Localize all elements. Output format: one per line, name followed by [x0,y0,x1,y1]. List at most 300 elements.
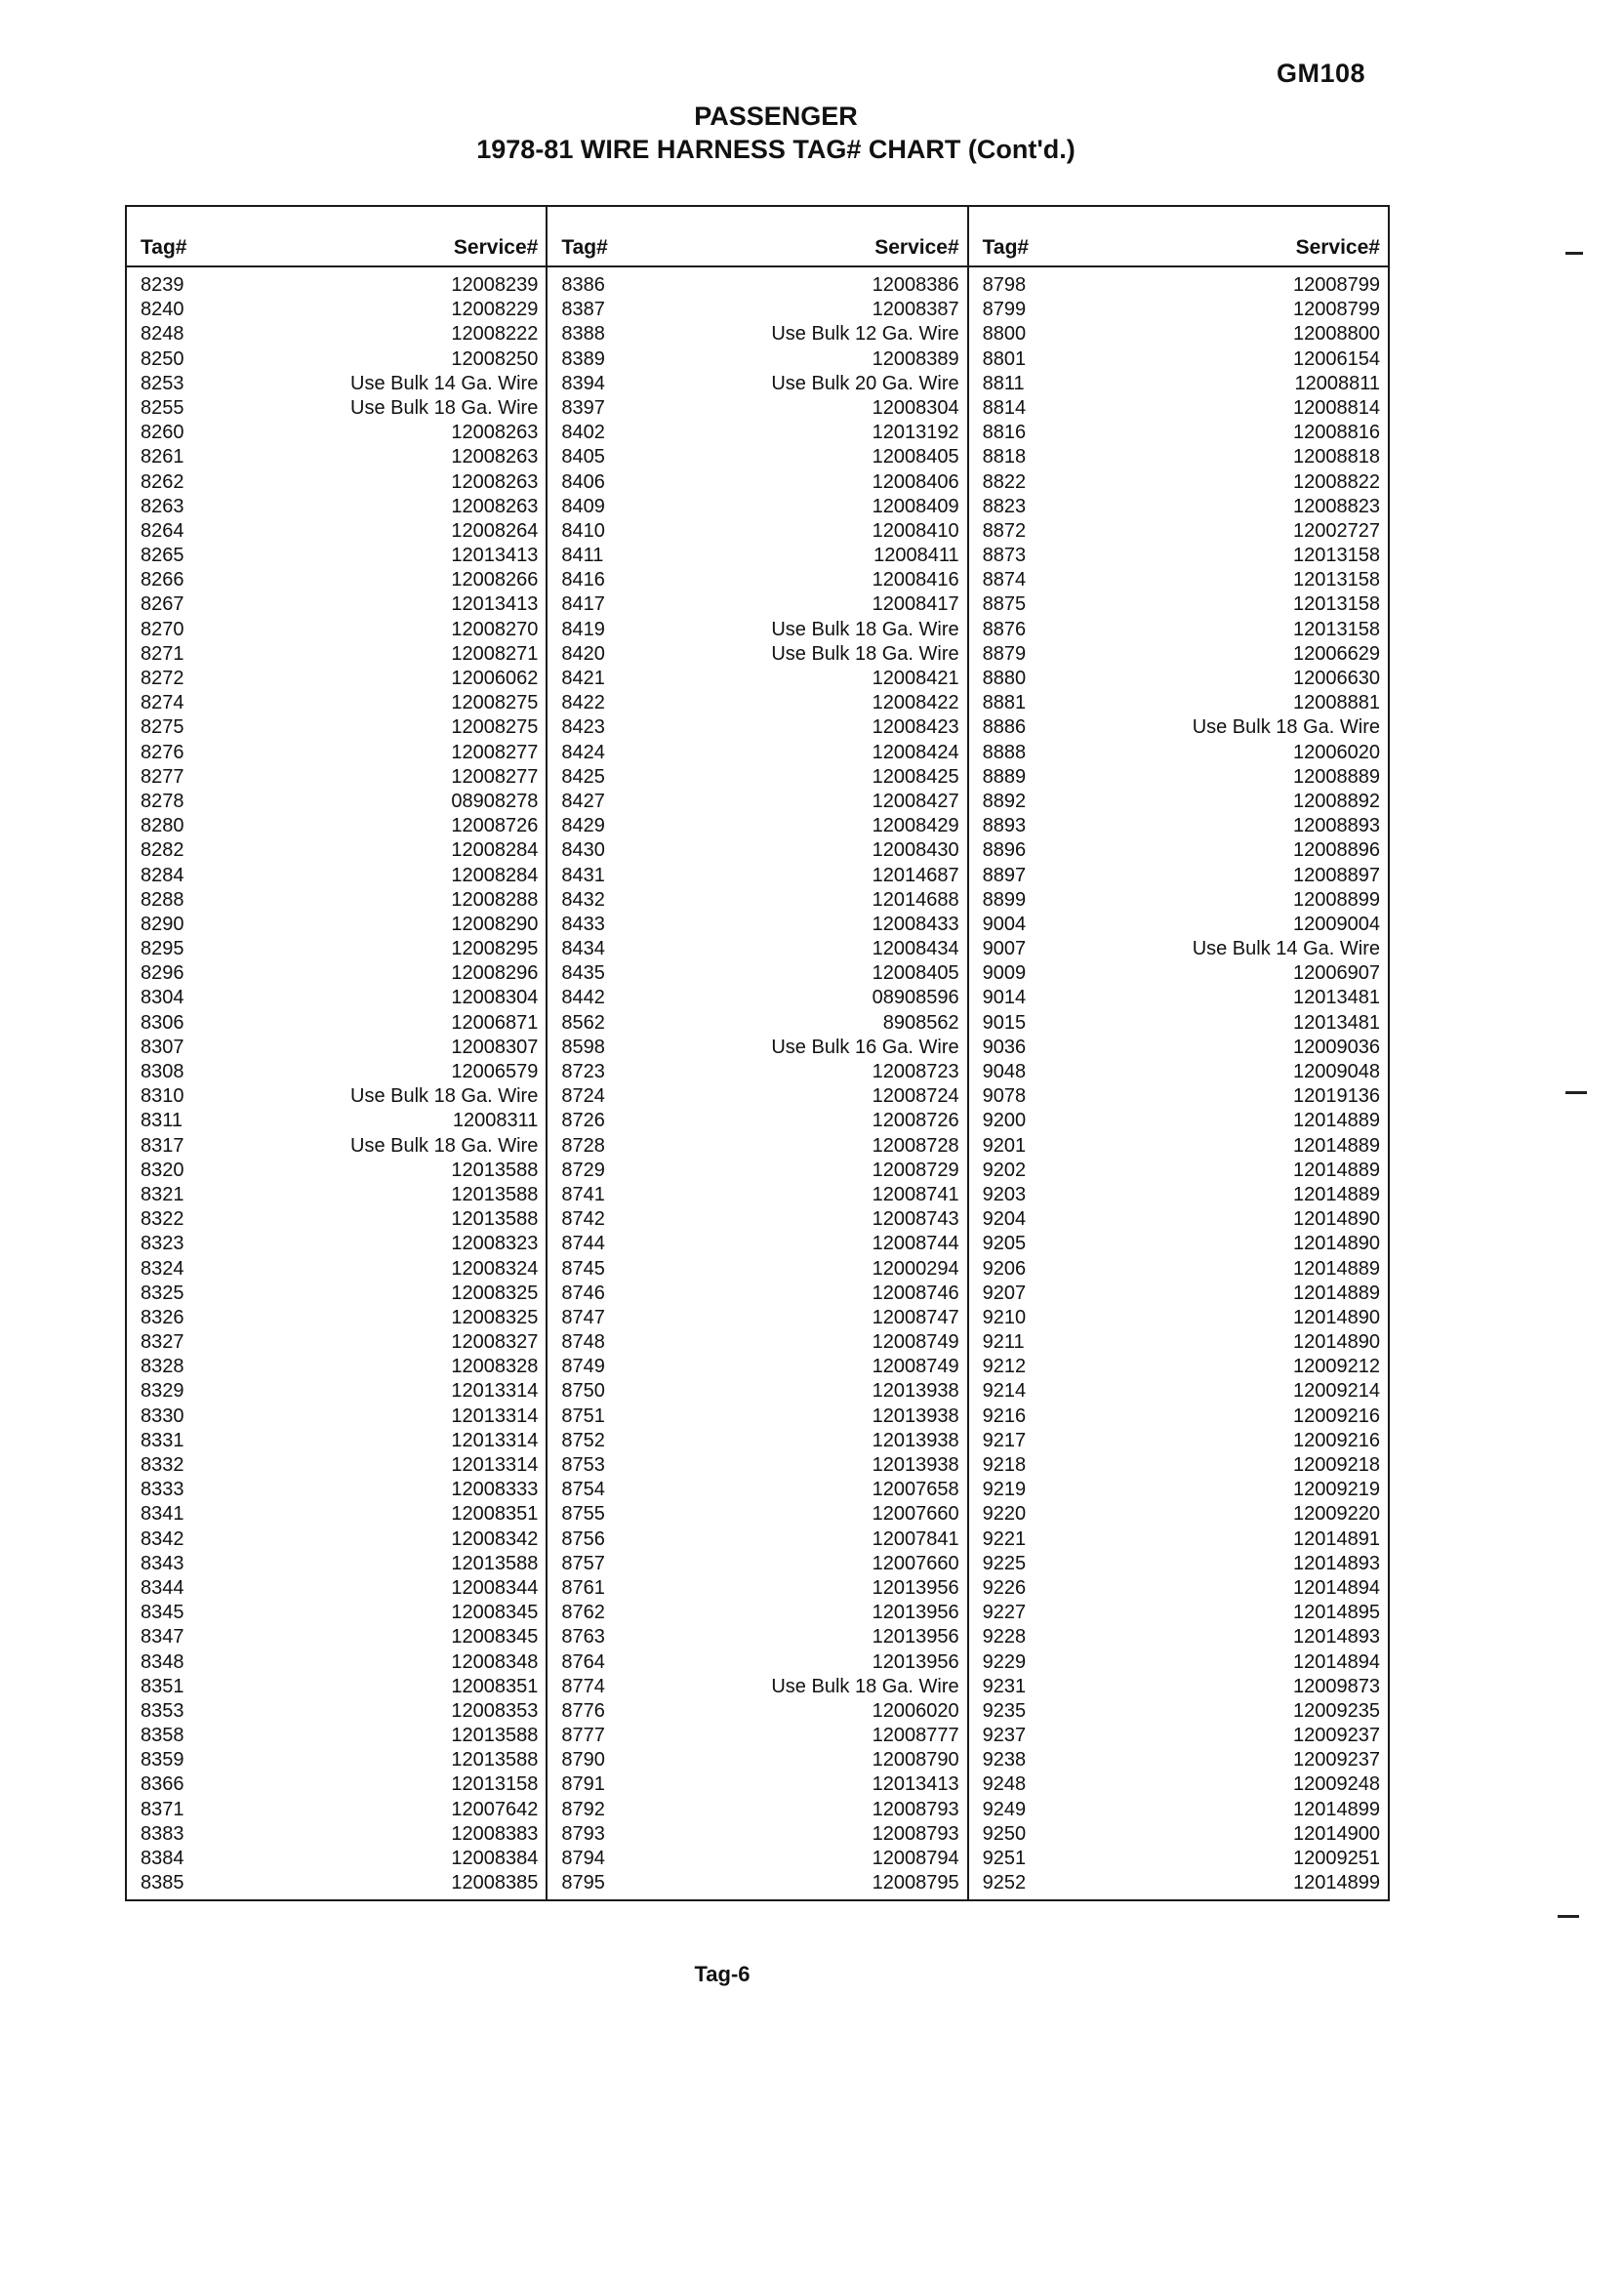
service-number: 12008229 [451,299,539,321]
service-number: 12014893 [1293,1552,1380,1574]
tag-number: 8310 [141,1085,184,1108]
tag-number: 9214 [982,1380,1027,1403]
service-number: 12008433 [872,913,959,935]
table-row [127,495,546,519]
table-row [969,445,1388,469]
tag-number: 8410 [561,519,605,542]
service-number: 12008790 [872,1749,959,1771]
table-row [548,1625,966,1649]
tag-number: 8749 [561,1356,605,1378]
table-row [127,519,546,544]
table-row [548,1502,966,1527]
service-number: 12006907 [1293,962,1380,985]
tag-number: 8422 [561,692,605,714]
service-number: 12008351 [451,1503,539,1526]
tag-number: 8295 [141,938,184,960]
table-row [969,421,1388,445]
service-number: 12019136 [1293,1085,1380,1108]
table-row [969,888,1388,913]
tag-number: 9221 [982,1527,1027,1550]
service-number: 12008818 [1293,446,1380,468]
service-number: 12008405 [872,962,959,985]
table-row [969,715,1388,740]
tag-number: 8425 [561,765,605,788]
tag-number: 8402 [561,422,605,444]
tag-number: 8311 [141,1110,183,1132]
table-row [548,519,966,544]
service-number: 12008325 [451,1306,539,1328]
service-number: 12008345 [451,1626,539,1649]
service-number: 12013588 [451,1749,539,1771]
service-number: 12008384 [451,1848,539,1869]
service-number: 12013588 [451,1552,539,1574]
tag-number: 9250 [982,1822,1027,1845]
tag-number: 8327 [141,1331,184,1354]
table-row [548,1601,966,1625]
service-number: 12013158 [1293,545,1380,567]
tag-number: 8307 [141,1036,184,1058]
tag-number: 8872 [982,519,1027,542]
service-number: 12006629 [1293,642,1380,665]
tag-number: 8729 [561,1159,605,1181]
table-row [127,1134,546,1159]
tag-number: 8433 [561,913,605,935]
table-row [969,322,1388,346]
table-row [969,814,1388,838]
service-number: 12013314 [451,1454,539,1476]
service-number: 12008288 [451,888,539,911]
table-row [969,667,1388,691]
service-number: 12013158 [1293,593,1380,616]
tag-number: 8388 [561,323,605,346]
service-header: Service# [453,236,539,259]
service-number: 12008323 [451,1233,539,1255]
service-number: Use Bulk 18 Ga. Wire [771,618,959,640]
tag-number: 8239 [141,274,184,296]
table-row [969,913,1388,937]
tag-number: 8306 [141,1011,184,1034]
service-number: 12008311 [452,1110,539,1132]
tag-number: 8746 [561,1282,605,1304]
service-number: 12008239 [451,274,539,296]
table-row [969,1379,1388,1404]
service-number: 12014900 [1293,1822,1380,1845]
table-row [548,298,966,322]
table-row [127,544,546,568]
service-number: 12008263 [451,495,539,517]
table-row [127,1748,546,1772]
table-row [127,1675,546,1699]
tag-number: 8728 [561,1134,605,1157]
service-number: 12008800 [1293,323,1380,346]
tag-number: 9036 [982,1036,1027,1058]
table-row [127,396,546,421]
tag-number: 8288 [141,888,184,911]
service-number: 12013588 [451,1183,539,1205]
service-number: 12006579 [451,1061,539,1082]
table-row [127,961,546,986]
tag-number: 9227 [982,1602,1027,1624]
table-row [127,986,546,1010]
tag-number: 8296 [141,962,184,985]
tag-number: 8385 [141,1872,184,1894]
table-row [548,1060,966,1084]
service-number: 12007660 [872,1503,959,1526]
table-row [548,691,966,715]
service-number: 12009251 [1293,1848,1380,1869]
tag-number: 8271 [141,642,184,665]
table-row [548,986,966,1010]
tag-number: 8261 [141,446,184,468]
tag-number: 8248 [141,323,184,346]
table-row [127,937,546,961]
service-number: Use Bulk 18 Ga. Wire [1192,716,1380,739]
tag-number: 8429 [561,815,605,837]
tag-number: 8881 [982,692,1027,714]
service-number: 12013956 [872,1626,959,1649]
tag-number: 8419 [561,618,605,640]
tag-number: 8304 [141,987,184,1009]
tag-number: 8896 [982,839,1027,862]
tag-number: 9201 [982,1134,1027,1157]
tag-number: 8240 [141,299,184,321]
tag-number: 9252 [982,1872,1027,1894]
tag-number: 8394 [561,372,605,394]
service-number: 12008411 [873,545,959,567]
tag-number: 8322 [141,1208,184,1231]
service-number: 12008811 [1294,372,1380,394]
tag-number: 8387 [561,299,605,321]
service-number: 12008425 [872,765,959,788]
service-number: 12009220 [1293,1503,1380,1526]
table-row [127,445,546,469]
service-number: 12008327 [451,1331,539,1354]
tag-number: 8427 [561,790,605,812]
service-number: Use Bulk 18 Ga. Wire [350,396,539,419]
table-row [127,1159,546,1183]
tag-number: 8277 [141,765,184,788]
table-row [127,864,546,888]
tag-number: 8416 [561,569,605,591]
service-number: 12008277 [451,741,539,763]
tag-number: 8424 [561,741,605,763]
table-row [127,1232,546,1256]
service-number: 12013956 [872,1602,959,1624]
tag-number: 8411 [561,545,604,567]
tag-number: 8822 [982,470,1027,493]
table-row [127,1355,546,1379]
tag-number: 8420 [561,642,605,665]
column-rows [127,267,546,1895]
tag-number: 9216 [982,1405,1027,1427]
table-row [127,691,546,715]
tag-number: 8270 [141,618,184,640]
tag-number: 8892 [982,790,1027,812]
tag-number: 9237 [982,1725,1027,1747]
tag-number: 8744 [561,1233,605,1255]
tag-number: 8267 [141,593,184,616]
tag-number: 8320 [141,1159,184,1181]
tag-number: 8598 [561,1036,605,1058]
table-row [548,814,966,838]
tag-number: 8358 [141,1725,184,1747]
service-number: 12008728 [872,1134,959,1157]
service-number: 12008889 [1293,765,1380,788]
tag-header: Tag# [982,236,1030,259]
service-number: 12008342 [451,1527,539,1550]
table-row [969,790,1388,814]
column-rows [969,267,1388,1895]
service-number: 12008724 [872,1085,959,1108]
table-row [548,1183,966,1207]
service-number: 12008264 [451,519,539,542]
service-number: 12013413 [451,545,539,567]
service-number: 12008723 [872,1061,959,1082]
tag-number: 8790 [561,1749,605,1771]
service-number: 12009004 [1293,913,1380,935]
table-row [969,986,1388,1010]
table-row [548,495,966,519]
tag-number: 8741 [561,1183,605,1205]
tag-number: 8308 [141,1061,184,1082]
tag-number: 8332 [141,1454,184,1476]
tag-number: 8353 [141,1699,184,1722]
tag-number: 8762 [561,1602,605,1624]
table-row [969,568,1388,592]
tag-number: 8745 [561,1257,605,1280]
table-row [548,1084,966,1109]
tag-number: 8255 [141,396,184,419]
table-row [127,888,546,913]
service-number: 12013481 [1293,987,1380,1009]
tag-number: 9048 [982,1061,1027,1082]
service-number: 12008351 [451,1675,539,1697]
table-row [548,790,966,814]
table-row [548,1748,966,1772]
table-row [969,691,1388,715]
tag-number: 9014 [982,987,1027,1009]
service-number: 12008353 [451,1699,539,1722]
tag-number: 9219 [982,1479,1027,1501]
tag-number: 8344 [141,1576,184,1599]
tag-number: 8386 [561,274,605,296]
service-number: 12008741 [872,1183,959,1205]
service-number: 12009214 [1293,1380,1380,1403]
table-row [548,1650,966,1675]
tag-number: 8756 [561,1527,605,1550]
table-row [548,1257,966,1282]
table-row [127,273,546,298]
service-number: 12008423 [872,716,959,739]
service-number: 12014891 [1293,1527,1380,1550]
tag-number: 8276 [141,741,184,763]
tag-number: 8814 [982,396,1027,419]
tag-number: 8879 [982,642,1027,665]
service-number: 12008405 [872,446,959,468]
service-number: 12008795 [872,1872,959,1894]
table-row [969,1748,1388,1772]
table-row [127,298,546,322]
table-row [127,1871,546,1895]
table-row [969,1355,1388,1379]
service-number: 12008295 [451,938,539,960]
service-number: 12008814 [1293,396,1380,419]
tag-number: 8880 [982,668,1027,689]
margin-mark [1565,252,1583,255]
service-number: 12009216 [1293,1429,1380,1451]
table-row [127,1502,546,1527]
tag-number: 8275 [141,716,184,739]
service-number: 12014890 [1293,1233,1380,1255]
tag-number: 8324 [141,1257,184,1280]
table-row [127,765,546,790]
service-number: 12008385 [451,1872,539,1894]
tag-number: 8253 [141,372,184,394]
table-row [548,568,966,592]
table-row [548,445,966,469]
table-row [969,1257,1388,1282]
service-number: 12008328 [451,1356,539,1378]
service-number: 12009237 [1293,1749,1380,1771]
table-row [969,1011,1388,1036]
table-row [548,1330,966,1355]
tag-number: 8272 [141,668,184,689]
tag-number: 8351 [141,1675,184,1697]
service-number: 12013956 [872,1576,959,1599]
tag-number: 9210 [982,1306,1027,1328]
service-number: 12008271 [451,642,539,665]
tag-number: 8282 [141,839,184,862]
tag-number: 8278 [141,790,184,812]
service-number: 12013938 [872,1380,959,1403]
table-row [548,372,966,396]
service-number: 12013314 [451,1380,539,1403]
tag-number: 8284 [141,864,184,886]
tag-number: 8348 [141,1650,184,1673]
tag-number: 9009 [982,962,1027,985]
service-number: 12008333 [451,1479,539,1501]
table-row [969,1478,1388,1502]
tag-number: 8366 [141,1773,184,1796]
table-row [969,298,1388,322]
tag-number: 9248 [982,1773,1027,1796]
table-row [548,1429,966,1453]
table-row [548,1207,966,1232]
tag-chart-table [125,205,1390,1901]
table-row [548,1036,966,1060]
service-number: 12006062 [451,668,539,689]
table-row [969,1060,1388,1084]
table-row [548,838,966,863]
table-row [969,1847,1388,1871]
table-row [969,372,1388,396]
service-number: 12014889 [1293,1183,1380,1205]
table-row [548,1405,966,1429]
tag-number: 8262 [141,470,184,493]
service-number: 12008409 [872,495,959,517]
tag-number: 8260 [141,422,184,444]
tag-number: 8761 [561,1576,605,1599]
service-number: 12008729 [872,1159,959,1181]
service-number: 12009048 [1293,1061,1380,1082]
table-row [969,1675,1388,1699]
tag-number: 8274 [141,692,184,714]
table-row [127,1379,546,1404]
service-number: 12014890 [1293,1208,1380,1231]
tag-number: 8359 [141,1749,184,1771]
table-row [127,790,546,814]
service-number: 12000294 [872,1257,959,1280]
service-number: 12008383 [451,1822,539,1845]
service-number: 12013314 [451,1429,539,1451]
table-row [127,741,546,765]
service-number: 12008822 [1293,470,1380,493]
table-row [127,1453,546,1478]
table-row [969,937,1388,961]
service-number: 12008263 [451,470,539,493]
table-row [548,961,966,986]
tag-number: 9004 [982,913,1027,935]
service-number: 12008422 [872,692,959,714]
tag-number: 9235 [982,1699,1027,1722]
tag-number: 8431 [561,864,605,886]
tag-number: 8752 [561,1429,605,1451]
service-number: 12008793 [872,1798,959,1820]
table-row [969,1699,1388,1724]
service-number: 12008793 [872,1822,959,1845]
table-row [969,1772,1388,1797]
service-number: 12008427 [872,790,959,812]
table-row [127,592,546,617]
service-number: 12014687 [872,864,959,886]
service-number: 12008406 [872,470,959,493]
tag-number: 8397 [561,396,605,419]
service-number: 12009036 [1293,1036,1380,1058]
table-row [548,1798,966,1822]
tag-number: 8748 [561,1331,605,1354]
tag-number: 8290 [141,913,184,935]
table-row [127,667,546,691]
table-row [548,1232,966,1256]
service-number: 12008893 [1293,815,1380,837]
tag-number: 9218 [982,1454,1027,1476]
service-number: 12008325 [451,1282,539,1304]
table-row [127,1060,546,1084]
table-row [127,1306,546,1330]
tag-number: 9249 [982,1798,1027,1820]
service-number: 12013158 [1293,569,1380,591]
table-row [969,1282,1388,1306]
table-row [548,1379,966,1404]
tag-number: 8371 [141,1798,184,1820]
service-number: 12014895 [1293,1602,1380,1624]
service-number: 12014894 [1293,1650,1380,1673]
table-row [127,1798,546,1822]
tag-number: 8792 [561,1798,605,1820]
table-row [969,1576,1388,1601]
service-number: Use Bulk 18 Ga. Wire [350,1085,539,1108]
service-number: 12013481 [1293,1011,1380,1034]
service-number: 12008304 [451,987,539,1009]
tag-number: 9205 [982,1233,1027,1255]
tag-number: 8886 [982,716,1027,739]
service-number: 12008263 [451,422,539,444]
table-row [548,322,966,346]
column-header [969,207,1388,267]
service-number: Use Bulk 12 Ga. Wire [771,323,959,346]
service-number: 12008421 [872,668,959,689]
table-row [969,1871,1388,1895]
